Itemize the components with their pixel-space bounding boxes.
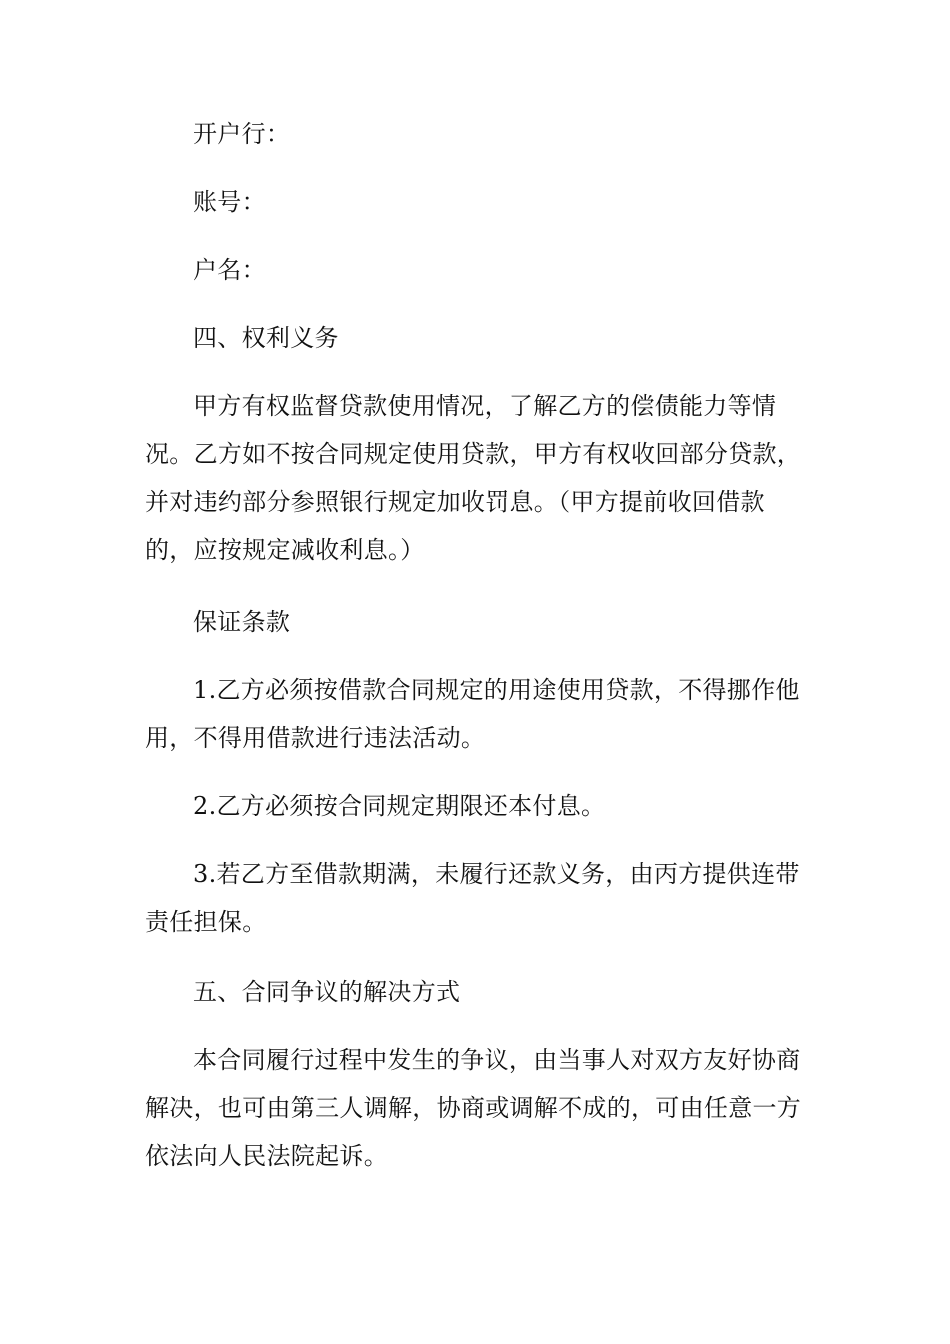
dispute-paragraph: 本合同履行过程中发生的争议，由当事人对双方友好协商解决，也可由第三人调解，协商或调解不成的，可由任意一方依法向人民法院起诉。 <box>145 1046 802 1170</box>
rights-paragraph: 甲方有权监督贷款使用情况，了解乙方的偿债能力等情况。乙方如不按合同规定使用贷款，甲方有权收回部分贷款，并对违约部分参照银行规定加收罚息。（甲方提前收回借款的，应按规定减收利息。） <box>145 392 802 564</box>
section-heading-rights: 四、权利义务 <box>193 324 339 352</box>
guarantee-clause-1: 1.乙方必须按借款合同规定的用途使用贷款，不得挪作他用，不得用借款进行违法活动。 <box>145 676 800 752</box>
guarantee-clause-3: 3.若乙方至借款期满，未履行还款义务，由丙方提供连带责任担保。 <box>145 860 800 936</box>
bank-label: 开户行： <box>193 120 291 148</box>
account-number-label: 账号： <box>193 188 266 216</box>
guarantee-clause-2: 2.乙方必须按合同规定期限还本付息。 <box>193 792 606 820</box>
section-heading-dispute: 五、合同争议的解决方式 <box>193 978 461 1006</box>
guarantee-heading: 保证条款 <box>193 608 291 636</box>
account-name-label: 户名： <box>193 256 266 284</box>
